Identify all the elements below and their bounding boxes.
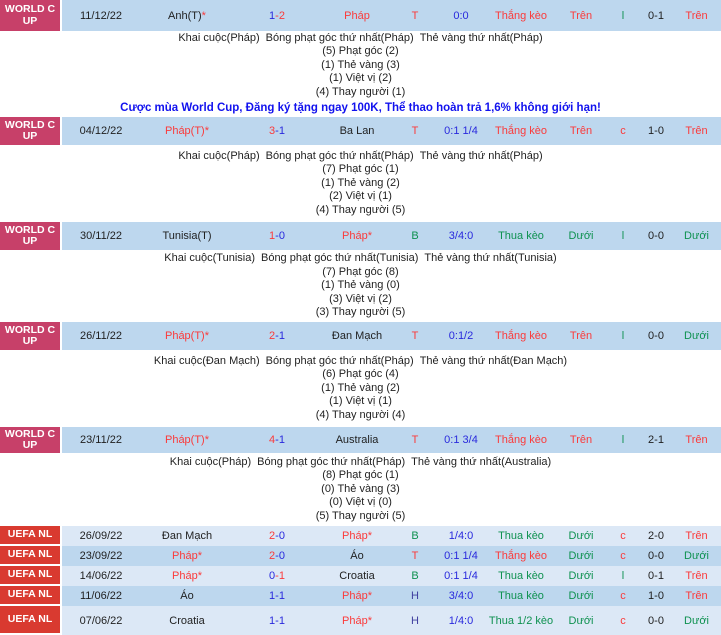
result-flag: l	[621, 230, 625, 242]
focus-star: *	[367, 614, 372, 627]
over-under-2: Dưới	[684, 230, 709, 242]
league-label: UEFA NL	[7, 588, 53, 601]
home-team[interactable]: Croatia	[169, 614, 205, 627]
result-flag: c	[620, 614, 626, 627]
league-label: WORLD C	[4, 3, 56, 15]
detail-line: (2) Việt vị (1)	[329, 190, 392, 203]
over-under-2: Trên	[685, 590, 708, 602]
result-flag: c	[620, 550, 626, 562]
handicap-side: H	[411, 614, 419, 627]
match-detail-stats	[0, 250, 721, 322]
focus-star: *	[197, 550, 202, 562]
detail-line: (0) Việt vị (0)	[329, 496, 392, 509]
match-row[interactable]	[0, 222, 721, 250]
handicap-result: Thắng kèo	[495, 330, 547, 342]
over-under-2: Trên	[685, 530, 708, 542]
handicap-result: Thắng kèo	[495, 9, 547, 22]
detail-line: (4) Thay người (1)	[315, 85, 406, 98]
detail-line: (1) Thẻ vàng (0)	[321, 279, 400, 292]
half-time-score: 1-0	[648, 125, 664, 137]
half-time-score: 0-0	[648, 230, 664, 242]
detail-line: (1) Việt vị (1)	[329, 395, 392, 408]
score: 1-0	[269, 230, 285, 242]
over-under-2: Trên	[685, 570, 708, 582]
result-flag: l	[621, 9, 625, 22]
league-label: UEFA NL	[7, 612, 53, 625]
detail-line: (3) Việt vị (2)	[329, 292, 392, 305]
half-time-score: 0-1	[648, 9, 664, 22]
handicap-side: T	[411, 9, 419, 22]
detail-line: (1) Việt vị (2)	[329, 72, 392, 85]
handicap-side: T	[411, 330, 419, 342]
detail-header: Khai cuộc(Tunisia) Bóng phạt góc thứ nhất(Tunisia) Thẻ vàng thứ nhất(Tunisia)	[164, 252, 557, 265]
result-flag: l	[621, 570, 625, 582]
away-team[interactable]: Pháp*	[342, 530, 372, 542]
result-flag: c	[620, 530, 626, 542]
over-under: Dưới	[568, 570, 594, 582]
match-detail-stats	[0, 31, 721, 100]
focus-star: *	[367, 590, 372, 602]
date: 26/11/22	[79, 330, 122, 342]
focus-star: *	[201, 9, 206, 22]
handicap-odds: 1/4:0	[448, 530, 474, 542]
detail-header: Khai cuộc(Pháp) Bóng phạt góc thứ nhất(Pháp) Thẻ vàng thứ nhất(Australia)	[169, 455, 552, 468]
league-badge	[0, 0, 62, 31]
handicap-odds: 1/4:0	[448, 614, 474, 627]
handicap-side: T	[411, 550, 419, 562]
date: 07/06/22	[79, 614, 123, 627]
over-under: Dưới	[568, 230, 594, 242]
over-under: Dưới	[568, 530, 594, 542]
result-flag: l	[621, 330, 625, 342]
over-under: Trên	[569, 330, 593, 342]
match-row[interactable]	[0, 427, 721, 453]
handicap-odds: 0:0	[453, 9, 469, 22]
detail-line: (7) Phạt góc (8)	[322, 265, 399, 278]
away-team[interactable]: Áo	[350, 550, 364, 562]
result-flag: l	[621, 434, 625, 446]
handicap-odds: 3/4:0	[448, 590, 474, 602]
match-row[interactable]	[0, 117, 721, 145]
home-team[interactable]: Đan Mạch	[161, 530, 213, 542]
score: 1-1	[269, 590, 285, 602]
handicap-odds: 0:1 1/4	[444, 550, 478, 562]
over-under-2: Dưới	[684, 550, 709, 562]
handicap-result: Thua kèo	[498, 570, 544, 582]
home-team[interactable]: Pháp*	[172, 550, 202, 562]
half-time-score: 0-0	[648, 614, 664, 627]
match-row[interactable]	[0, 566, 721, 586]
over-under: Trên	[569, 9, 593, 22]
result-flag: c	[620, 125, 626, 137]
over-under: Trên	[569, 434, 593, 446]
detail-line: (1) Thẻ vàng (3)	[321, 58, 400, 71]
detail-line: (1) Thẻ vàng (2)	[321, 176, 400, 189]
detail-line: (8) Phạt góc (1)	[322, 469, 399, 482]
match-detail-stats	[0, 453, 721, 526]
away-team[interactable]: Pháp*	[342, 590, 372, 602]
away-team[interactable]: Pháp*	[342, 230, 372, 242]
league-label: UP	[22, 130, 38, 142]
score: 1-1	[269, 614, 285, 627]
over-under: Dưới	[568, 550, 594, 562]
score: 2-1	[269, 330, 285, 342]
match-row[interactable]	[0, 586, 721, 606]
handicap-result: Thắng kèo	[495, 550, 547, 562]
handicap-result: Thua kèo	[498, 530, 544, 542]
half-time-score: 0-0	[648, 330, 664, 342]
handicap-odds: 0:1 3/4	[444, 434, 478, 446]
league-badge	[0, 526, 62, 546]
home-team[interactable]: Pháp(T)*	[164, 434, 210, 446]
detail-line: (1) Thẻ vàng (2)	[321, 381, 400, 394]
match-row[interactable]	[0, 0, 721, 31]
handicap-side: B	[411, 570, 419, 582]
home-team[interactable]: Áo	[180, 590, 194, 602]
detail-line: (0) Thẻ vàng (3)	[321, 482, 400, 495]
detail-line: (5) Phạt góc (2)	[322, 45, 399, 58]
detail-header: Khai cuộc(Pháp) Bóng phạt góc thứ nhất(Pháp) Thẻ vàng thứ nhất(Pháp)	[178, 31, 543, 44]
match-row[interactable]	[0, 526, 721, 546]
away-team[interactable]: Đan Mạch	[331, 330, 383, 342]
league-badge	[0, 606, 62, 635]
league-badge	[0, 546, 62, 566]
date: 04/12/22	[79, 125, 123, 137]
detail-line: (3) Thay người (5)	[315, 306, 406, 319]
home-team[interactable]: Pháp(T)*	[164, 125, 210, 137]
over-under: Dưới	[568, 614, 594, 627]
detail-line: (5) Thay người (5)	[315, 509, 406, 522]
focus-star: *	[197, 570, 202, 582]
detail-line: (4) Thay người (4)	[315, 408, 406, 421]
handicap-result: Thắng kèo	[495, 434, 547, 446]
date: 11/12/22	[79, 9, 122, 22]
focus-star: *	[367, 230, 372, 242]
over-under-2: Trên	[685, 434, 708, 446]
league-label: UP	[22, 14, 38, 27]
detail-header: Khai cuộc(Pháp) Bóng phạt góc thứ nhất(Pháp) Thẻ vàng thứ nhất(Pháp)	[178, 149, 543, 162]
date: 30/11/22	[79, 230, 122, 242]
league-label: WORLD C	[4, 118, 56, 131]
over-under: Trên	[569, 125, 593, 137]
match-detail-stats	[0, 145, 721, 222]
league-label: UP	[22, 335, 38, 347]
over-under-2: Dưới	[684, 614, 709, 627]
score: 3-1	[269, 125, 285, 137]
date: 11/06/22	[79, 590, 122, 602]
handicap-result: Thua kèo	[498, 590, 544, 602]
score: 4-1	[269, 434, 285, 446]
home-team[interactable]: Pháp(T)*	[164, 330, 210, 342]
league-badge	[0, 427, 62, 453]
handicap-odds: 3/4:0	[448, 230, 474, 242]
match-row[interactable]	[0, 322, 721, 350]
score: 1-2	[269, 9, 285, 22]
focus-star: *	[204, 434, 210, 446]
handicap-side: B	[411, 230, 419, 242]
over-under: Dưới	[568, 590, 594, 602]
handicap-side: T	[411, 125, 419, 137]
league-label: WORLD C	[4, 427, 56, 440]
league-label: UP	[22, 235, 38, 247]
away-team[interactable]: Pháp*	[342, 614, 372, 627]
away-team[interactable]: Croatia	[339, 570, 375, 582]
focus-star: *	[204, 125, 210, 137]
league-badge	[0, 586, 62, 606]
league-label: UEFA NL	[7, 528, 53, 541]
league-label: UP	[22, 439, 38, 451]
away-team[interactable]: Ba Lan	[339, 125, 375, 137]
focus-star: *	[367, 530, 372, 542]
half-time-score: 2-1	[648, 434, 664, 446]
handicap-side: B	[411, 530, 419, 542]
league-label: UEFA NL	[7, 568, 53, 581]
league-badge	[0, 566, 62, 586]
match-row[interactable]	[0, 606, 721, 635]
half-time-score: 0-1	[648, 570, 664, 582]
focus-star: *	[204, 330, 210, 342]
date: 23/09/22	[79, 550, 123, 562]
half-time-score: 1-0	[648, 590, 664, 602]
detail-header: Khai cuộc(Đan Mạch) Bóng phạt góc thứ nhất(Pháp) Thẻ vàng thứ nhất(Đan Mạch)	[153, 354, 568, 367]
handicap-result: Thắng kèo	[495, 125, 547, 137]
away-team[interactable]: Pháp	[344, 9, 370, 22]
over-under-2: Dưới	[684, 330, 709, 342]
handicap-side: H	[411, 590, 419, 602]
home-team[interactable]: Anh(T)*	[168, 9, 206, 22]
handicap-result: Thua 1/2 kèo	[488, 614, 554, 627]
promo-banner-link[interactable]: Cược mùa World Cup, Đăng ký tặng ngay 100K, Thể thao hoàn trả 1,6% không giới hạn!	[0, 100, 721, 117]
half-time-score: 2-0	[648, 530, 664, 542]
detail-line: (4) Thay người (5)	[315, 203, 406, 216]
handicap-side: T	[411, 434, 419, 446]
detail-line: (7) Phạt góc (1)	[322, 163, 399, 176]
score: 2-0	[269, 530, 285, 542]
match-row[interactable]	[0, 546, 721, 566]
result-flag: c	[620, 590, 626, 602]
home-team[interactable]: Pháp*	[172, 570, 202, 582]
league-label: WORLD C	[4, 223, 56, 236]
handicap-odds: 0:1 1/4	[444, 125, 478, 137]
half-time-score: 0-0	[648, 550, 664, 562]
score: 0-1	[269, 570, 285, 582]
league-label: WORLD C	[4, 323, 56, 336]
handicap-odds: 0:1/2	[448, 330, 474, 342]
over-under-2: Trên	[685, 125, 708, 137]
handicap-result: Thua kèo	[498, 230, 544, 242]
detail-line: (6) Phạt góc (4)	[322, 368, 399, 381]
date: 26/09/22	[79, 530, 123, 542]
home-team[interactable]: Tunisia(T)	[162, 230, 212, 242]
away-team[interactable]: Australia	[335, 434, 379, 446]
league-badge	[0, 322, 62, 350]
date: 14/06/22	[79, 570, 123, 582]
handicap-odds: 0:1 1/4	[444, 570, 478, 582]
league-label: UEFA NL	[7, 548, 53, 561]
date: 23/11/22	[79, 434, 122, 446]
league-badge	[0, 222, 62, 250]
match-detail-stats	[0, 350, 721, 427]
over-under-2: Trên	[685, 9, 708, 22]
league-badge	[0, 117, 62, 145]
score: 2-0	[269, 550, 285, 562]
